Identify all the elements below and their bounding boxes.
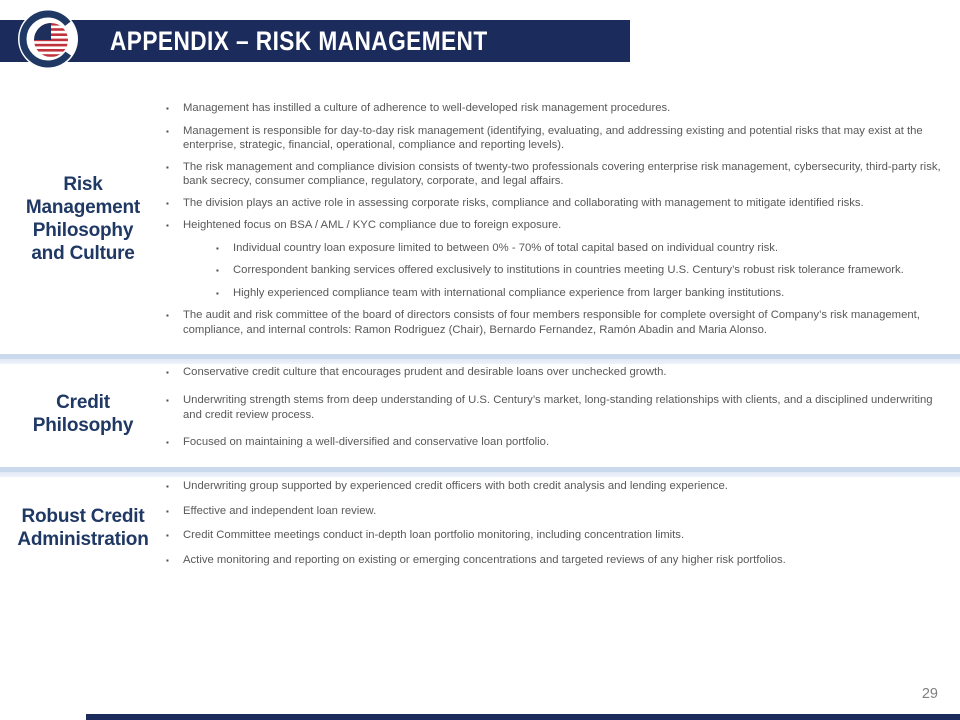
bullet-item — [166, 479, 944, 495]
bullet-icon — [166, 124, 183, 153]
bullet-text: Credit Committee meetings conduct in-depth loan portfolio monitoring, including concentration limits. — [183, 529, 685, 541]
footer-bar — [86, 714, 960, 720]
bullet-item — [166, 196, 944, 212]
bullet-item — [166, 124, 944, 153]
bullet-icon — [166, 479, 183, 495]
bullet-icon — [166, 365, 183, 381]
bullet-icon — [166, 308, 183, 337]
bullet-text: Effective and independent loan review. — [183, 504, 377, 517]
bullet-icon — [166, 435, 183, 451]
bullet-text: Correspondent banking services offered exclusively to institutions in countries meeting U.S. Century’s robust risk tolerance framework. — [233, 264, 904, 276]
bullet-text: Management has instilled a culture of adherence to well-developed risk management procedures. — [183, 102, 671, 114]
bullet-item — [166, 528, 944, 544]
bullet-text: Conservative credit culture that encourages prudent and desirable loans over unchecked growth. — [183, 365, 667, 378]
bullet-icon — [166, 528, 183, 544]
bullet-icon — [216, 286, 233, 302]
bullet-text: Active monitoring and reporting on existing or emerging concentrations and targeted reviews of any higher risk portfolios. — [183, 553, 786, 566]
section-divider — [0, 354, 960, 364]
bullet-icon — [216, 263, 233, 279]
bullet-item — [166, 553, 944, 569]
bullet-text: Management is responsible for day-to-day risk management (identifying, evaluating, and addressing existing and potential risks that may exist at the enterprise, strategic, financial, operational, compliance and reporting levels). — [183, 124, 923, 151]
section-risk-management-philosophy — [0, 88, 960, 350]
bullet-icon — [166, 218, 183, 234]
section-divider — [0, 467, 960, 477]
bullet-list — [166, 101, 960, 337]
bullet-item — [166, 218, 944, 234]
bullet-text: The audit and risk committee of the board of directors consists of four members responsible for complete oversight of Company’s risk management, compliance, and internal controls: Ramon Rodriguez (Chair), Bernardo Fernandez, Ramón Abadin and Maria Alonso. — [183, 309, 920, 336]
bullet-item — [166, 160, 944, 189]
bullet-item-sub — [216, 241, 944, 257]
bullet-icon — [166, 160, 183, 189]
bullet-item — [166, 308, 944, 337]
bullet-text: Underwriting group supported by experienced credit officers with both credit analysis and lending experience. — [183, 480, 728, 492]
bullet-icon — [216, 241, 233, 257]
bullet-item — [166, 101, 944, 117]
bullet-text: Underwriting strength stems from deep understanding of U.S. Century’s market, long-standing relationships with clients, and a disciplined underwriting and credit review process. — [183, 394, 933, 421]
section-title: Credit Philosophy — [32, 392, 134, 436]
bullet-item-sub — [216, 286, 944, 302]
bullet-item — [166, 393, 944, 422]
bullet-icon — [166, 553, 183, 569]
section-robust-credit-administration — [0, 477, 960, 579]
bullet-text: The division plays an active role in assessing corporate risks, compliance and collaborating with management to mitigate identified risks. — [183, 196, 864, 209]
page-number: 29 — [921, 686, 938, 702]
section-credit-philosophy — [0, 366, 960, 462]
bullet-icon — [166, 504, 183, 520]
bullet-text: Individual country loan exposure limited to between 0% - 70% of total capital based on individual country risk. — [233, 241, 779, 254]
bullet-icon — [166, 393, 183, 422]
section-title: Robust Credit Administration — [17, 506, 149, 550]
bullet-item — [166, 435, 944, 451]
bullet-item — [166, 504, 944, 520]
bullet-text: Focused on maintaining a well-diversified and conservative loan portfolio. — [183, 436, 550, 448]
section-title: Risk Management Philosophy and Culture — [25, 174, 141, 264]
bullet-text: Heightened focus on BSA / AML / KYC compliance due to foreign exposure. — [183, 219, 562, 231]
bullet-icon — [166, 196, 183, 212]
bullet-icon — [166, 101, 183, 117]
bullet-list — [166, 365, 960, 464]
bullet-item — [166, 365, 944, 381]
bullet-text: Highly experienced compliance team with international compliance experience from larger banking institutions. — [233, 286, 785, 299]
bullet-item-sub — [216, 263, 944, 279]
bullet-list — [166, 479, 960, 577]
page-title: APPENDIX – RISK MANAGEMENT — [110, 25, 488, 56]
bullet-text: The risk management and compliance division consists of twenty-two professionals covering enterprise risk management, cybersecurity, third-party risk, bank secrecy, consumer compliance, regulatory, corporate, and legal affairs. — [183, 160, 941, 187]
us-century-bank-logo-icon — [16, 6, 80, 72]
